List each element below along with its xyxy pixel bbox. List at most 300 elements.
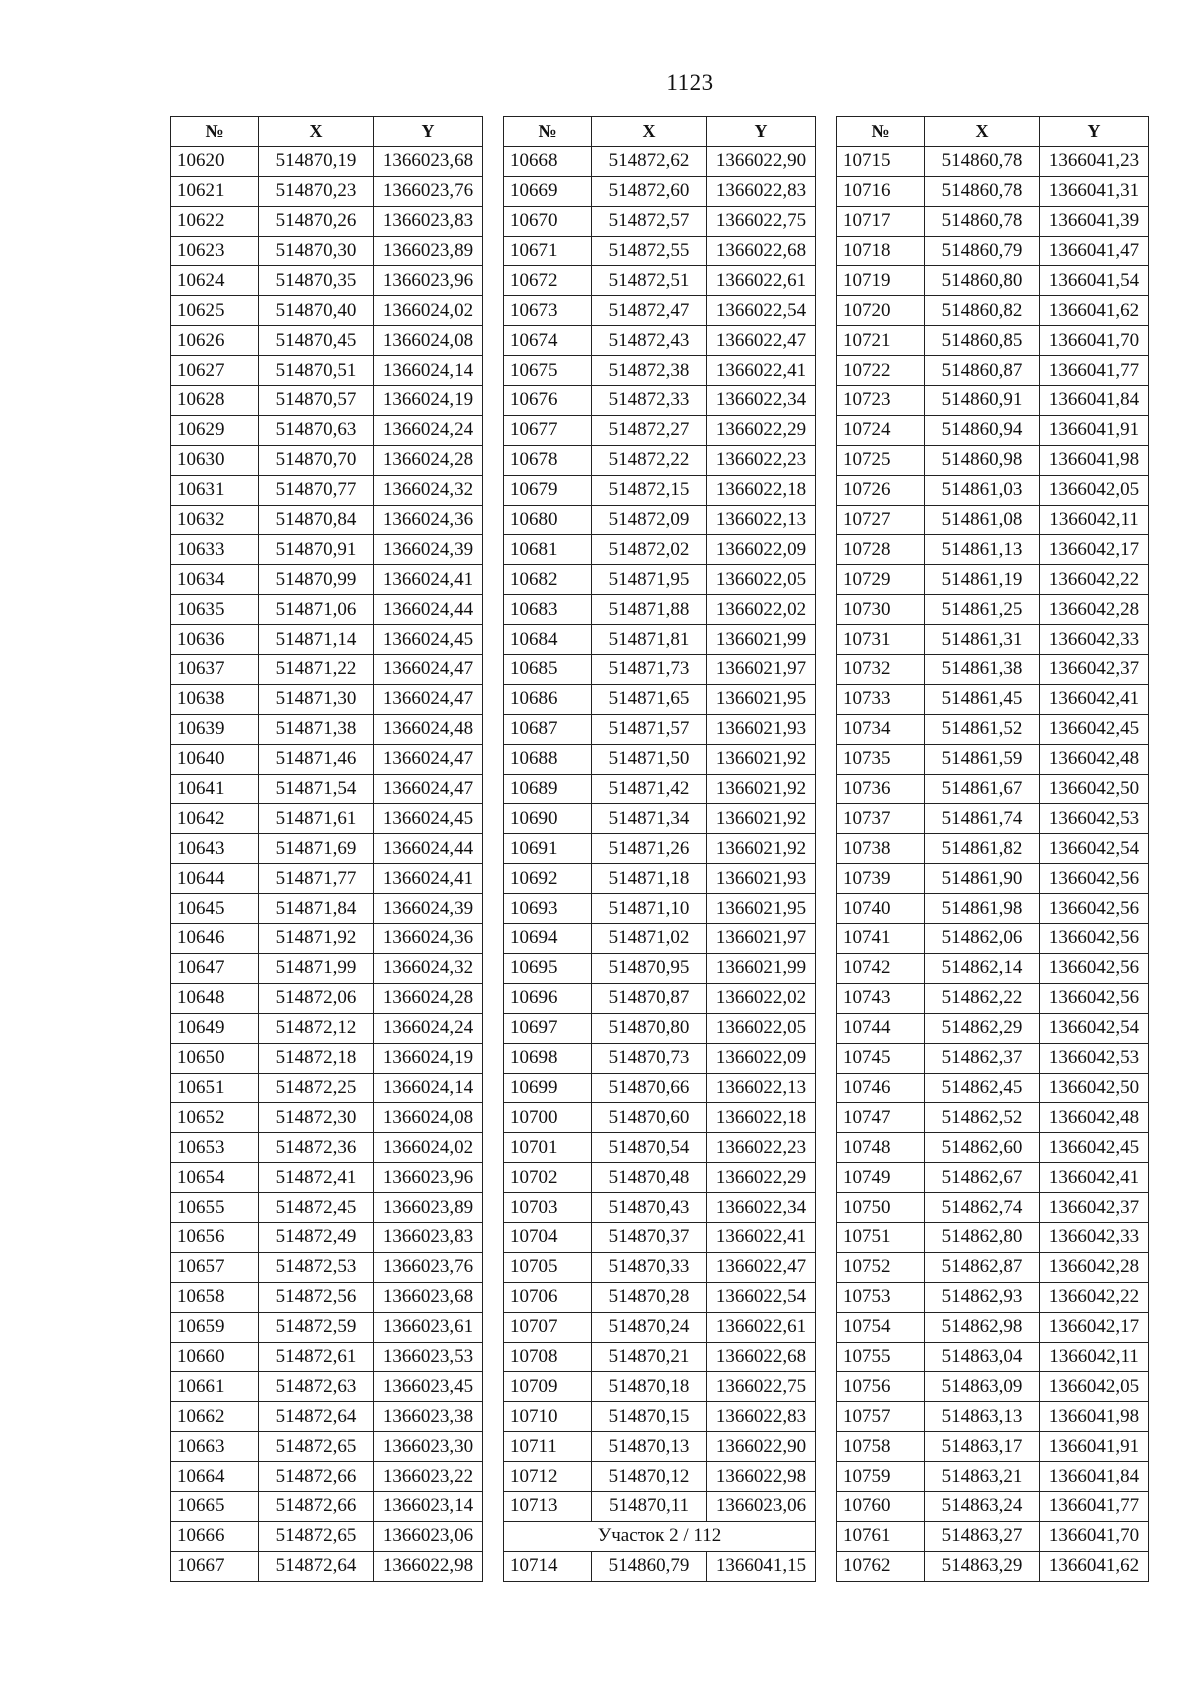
x-coordinate-cell: 514872,51 [592,266,707,296]
table-row [171,1432,483,1462]
x-coordinate-cell: 514870,40 [259,296,374,326]
point-number-cell: 10634 [171,565,259,595]
x-coordinate-cell: 514861,45 [925,684,1040,714]
table-row [837,1222,1149,1252]
point-number-cell: 10739 [837,864,925,894]
y-coordinate-cell: 1366042,48 [1040,744,1149,774]
table-row [504,1372,816,1402]
y-coordinate-cell: 1366022,13 [707,1073,816,1103]
y-coordinate-cell: 1366022,75 [707,1372,816,1402]
point-number-cell: 10709 [504,1372,592,1402]
x-coordinate-cell: 514870,19 [259,146,374,176]
x-coordinate-cell: 514870,11 [592,1491,707,1521]
x-coordinate-cell: 514870,48 [592,1163,707,1193]
y-coordinate-cell: 1366021,92 [707,744,816,774]
point-number-cell: 10747 [837,1103,925,1133]
y-coordinate-cell: 1366042,11 [1040,505,1149,535]
y-coordinate-cell: 1366022,34 [707,1193,816,1223]
table-row [504,326,816,356]
point-number-cell: 10660 [171,1342,259,1372]
table-row [837,1073,1149,1103]
table-row [171,714,483,744]
y-coordinate-cell: 1366024,45 [374,625,483,655]
y-coordinate-cell: 1366022,61 [707,266,816,296]
x-coordinate-cell: 514872,65 [259,1521,374,1551]
x-coordinate-cell: 514870,43 [592,1193,707,1223]
y-coordinate-cell: 1366041,62 [1040,296,1149,326]
point-number-cell: 10715 [837,146,925,176]
y-coordinate-cell: 1366042,22 [1040,1282,1149,1312]
x-coordinate-cell: 514871,54 [259,774,374,804]
point-number-cell: 10683 [504,595,592,625]
y-coordinate-cell: 1366021,92 [707,774,816,804]
table-row [837,1013,1149,1043]
point-number-cell: 10641 [171,774,259,804]
point-number-cell: 10637 [171,655,259,685]
table-row [504,625,816,655]
y-coordinate-cell: 1366022,83 [707,1402,816,1432]
x-coordinate-cell: 514860,87 [925,356,1040,386]
point-number-cell: 10729 [837,565,925,595]
x-coordinate-cell: 514860,79 [925,236,1040,266]
y-coordinate-cell: 1366021,92 [707,804,816,834]
y-coordinate-cell: 1366042,54 [1040,1013,1149,1043]
x-coordinate-cell: 514871,88 [592,595,707,625]
x-coordinate-cell: 514870,51 [259,356,374,386]
x-coordinate-cell: 514872,30 [259,1103,374,1133]
x-coordinate-cell: 514871,81 [592,625,707,655]
table-row [504,595,816,625]
header-x: X [925,117,1040,147]
y-coordinate-cell: 1366024,28 [374,445,483,475]
y-coordinate-cell: 1366042,45 [1040,714,1149,744]
point-number-cell: 10761 [837,1521,925,1551]
point-number-cell: 10644 [171,864,259,894]
y-coordinate-cell: 1366022,41 [707,1222,816,1252]
point-number-cell: 10694 [504,924,592,954]
table-row [837,296,1149,326]
x-coordinate-cell: 514861,08 [925,505,1040,535]
x-coordinate-cell: 514871,99 [259,953,374,983]
y-coordinate-cell: 1366041,47 [1040,236,1149,266]
point-number-cell: 10649 [171,1013,259,1043]
point-number-cell: 10753 [837,1282,925,1312]
point-number-cell: 10730 [837,595,925,625]
y-coordinate-cell: 1366022,68 [707,1342,816,1372]
y-coordinate-cell: 1366042,56 [1040,924,1149,954]
table-row [837,804,1149,834]
y-coordinate-cell: 1366022,02 [707,983,816,1013]
point-number-cell: 10735 [837,744,925,774]
y-coordinate-cell: 1366023,38 [374,1402,483,1432]
table-row [171,565,483,595]
point-number-cell: 10690 [504,804,592,834]
table-row [171,356,483,386]
point-number-cell: 10762 [837,1551,925,1581]
table-row [171,834,483,864]
table-row [171,1521,483,1551]
x-coordinate-cell: 514861,74 [925,804,1040,834]
x-coordinate-cell: 514872,64 [259,1402,374,1432]
x-coordinate-cell: 514863,17 [925,1432,1040,1462]
y-coordinate-cell: 1366022,18 [707,475,816,505]
x-coordinate-cell: 514872,59 [259,1312,374,1342]
table-row [504,386,816,416]
y-coordinate-cell: 1366023,83 [374,206,483,236]
y-coordinate-cell: 1366042,53 [1040,1043,1149,1073]
table-row [837,983,1149,1013]
y-coordinate-cell: 1366042,56 [1040,864,1149,894]
x-coordinate-cell: 514872,02 [592,535,707,565]
x-coordinate-cell: 514870,28 [592,1282,707,1312]
y-coordinate-cell: 1366041,91 [1040,415,1149,445]
point-number-cell: 10655 [171,1193,259,1223]
y-coordinate-cell: 1366042,56 [1040,953,1149,983]
x-coordinate-cell: 514872,66 [259,1491,374,1521]
x-coordinate-cell: 514863,24 [925,1491,1040,1521]
point-number-cell: 10632 [171,505,259,535]
x-coordinate-cell: 514870,33 [592,1252,707,1282]
y-coordinate-cell: 1366024,02 [374,1133,483,1163]
y-coordinate-cell: 1366024,24 [374,415,483,445]
coordinate-table-2 [503,116,816,1582]
x-coordinate-cell: 514862,37 [925,1043,1040,1073]
x-coordinate-cell: 514872,53 [259,1252,374,1282]
table-row [171,1163,483,1193]
point-number-cell: 10639 [171,714,259,744]
table-row [837,625,1149,655]
table-row [171,983,483,1013]
x-coordinate-cell: 514860,98 [925,445,1040,475]
x-coordinate-cell: 514872,09 [592,505,707,535]
table-row [171,1551,483,1581]
table-row [837,1103,1149,1133]
x-coordinate-cell: 514870,26 [259,206,374,236]
point-number-cell: 10675 [504,356,592,386]
table-row [171,445,483,475]
point-number-cell: 10733 [837,684,925,714]
x-coordinate-cell: 514872,57 [592,206,707,236]
table-row [171,595,483,625]
table-row [504,1252,816,1282]
x-coordinate-cell: 514861,98 [925,894,1040,924]
table-row [837,1163,1149,1193]
table-row [171,744,483,774]
y-coordinate-cell: 1366023,76 [374,176,483,206]
table-row [171,1312,483,1342]
y-coordinate-cell: 1366042,28 [1040,1252,1149,1282]
point-number-cell: 10654 [171,1163,259,1193]
x-coordinate-cell: 514870,63 [259,415,374,445]
x-coordinate-cell: 514861,67 [925,774,1040,804]
x-coordinate-cell: 514872,12 [259,1013,374,1043]
point-number-cell: 10745 [837,1043,925,1073]
x-coordinate-cell: 514872,18 [259,1043,374,1073]
x-coordinate-cell: 514872,06 [259,983,374,1013]
table-row [837,386,1149,416]
point-number-cell: 10666 [171,1521,259,1551]
point-number-cell: 10676 [504,386,592,416]
x-coordinate-cell: 514872,41 [259,1163,374,1193]
y-coordinate-cell: 1366021,97 [707,924,816,954]
y-coordinate-cell: 1366042,33 [1040,1222,1149,1252]
table-row [171,1342,483,1372]
point-number-cell: 10681 [504,535,592,565]
y-coordinate-cell: 1366023,45 [374,1372,483,1402]
table-row [837,924,1149,954]
point-number-cell: 10748 [837,1133,925,1163]
point-number-cell: 10677 [504,415,592,445]
y-coordinate-cell: 1366041,77 [1040,356,1149,386]
table-row [837,565,1149,595]
header-number: № [504,117,592,147]
table-row [837,146,1149,176]
point-number-cell: 10699 [504,1073,592,1103]
table-row [171,386,483,416]
x-coordinate-cell: 514870,77 [259,475,374,505]
x-coordinate-cell: 514870,35 [259,266,374,296]
y-coordinate-cell: 1366024,08 [374,326,483,356]
point-number-cell: 10725 [837,445,925,475]
point-number-cell: 10633 [171,535,259,565]
table-row [837,1491,1149,1521]
y-coordinate-cell: 1366023,30 [374,1432,483,1462]
point-number-cell: 10651 [171,1073,259,1103]
point-number-cell: 10704 [504,1222,592,1252]
point-number-cell: 10703 [504,1193,592,1223]
point-number-cell: 10687 [504,714,592,744]
x-coordinate-cell: 514872,33 [592,386,707,416]
y-coordinate-cell: 1366023,89 [374,236,483,266]
y-coordinate-cell: 1366021,95 [707,894,816,924]
x-coordinate-cell: 514872,25 [259,1073,374,1103]
x-coordinate-cell: 514862,93 [925,1282,1040,1312]
x-coordinate-cell: 514871,34 [592,804,707,834]
y-coordinate-cell: 1366042,11 [1040,1342,1149,1372]
table-row [171,804,483,834]
point-number-cell: 10620 [171,146,259,176]
point-number-cell: 10758 [837,1432,925,1462]
y-coordinate-cell: 1366041,98 [1040,445,1149,475]
x-coordinate-cell: 514870,87 [592,983,707,1013]
x-coordinate-cell: 514870,99 [259,565,374,595]
x-coordinate-cell: 514871,42 [592,774,707,804]
y-coordinate-cell: 1366023,83 [374,1222,483,1252]
table-row [171,236,483,266]
table-row [837,1043,1149,1073]
y-coordinate-cell: 1366042,50 [1040,1073,1149,1103]
y-coordinate-cell: 1366042,28 [1040,595,1149,625]
table-row [837,684,1149,714]
y-coordinate-cell: 1366022,23 [707,445,816,475]
y-coordinate-cell: 1366022,23 [707,1133,816,1163]
table-row [837,356,1149,386]
table-row [171,475,483,505]
table-header-row [504,117,816,147]
table-row [837,834,1149,864]
x-coordinate-cell: 514872,64 [259,1551,374,1581]
y-coordinate-cell: 1366042,50 [1040,774,1149,804]
x-coordinate-cell: 514862,22 [925,983,1040,1013]
point-number-cell: 10638 [171,684,259,714]
x-coordinate-cell: 514870,12 [592,1462,707,1492]
point-number-cell: 10707 [504,1312,592,1342]
table-row [504,744,816,774]
x-coordinate-cell: 514872,49 [259,1222,374,1252]
point-number-cell: 10646 [171,924,259,954]
point-number-cell: 10714 [504,1551,592,1581]
table-row [504,1402,816,1432]
y-coordinate-cell: 1366022,09 [707,535,816,565]
table-row [504,206,816,236]
table-row [837,236,1149,266]
point-number-cell: 10752 [837,1252,925,1282]
x-coordinate-cell: 514870,95 [592,953,707,983]
x-coordinate-cell: 514861,38 [925,655,1040,685]
table-row [504,1103,816,1133]
point-number-cell: 10716 [837,176,925,206]
point-number-cell: 10625 [171,296,259,326]
point-number-cell: 10673 [504,296,592,326]
table-row [837,445,1149,475]
y-coordinate-cell: 1366022,29 [707,415,816,445]
y-coordinate-cell: 1366042,54 [1040,834,1149,864]
point-number-cell: 10741 [837,924,925,954]
point-number-cell: 10622 [171,206,259,236]
y-coordinate-cell: 1366023,89 [374,1193,483,1223]
table-row [171,176,483,206]
table-row [504,356,816,386]
table-row [837,655,1149,685]
point-number-cell: 10686 [504,684,592,714]
y-coordinate-cell: 1366024,39 [374,535,483,565]
point-number-cell: 10636 [171,625,259,655]
y-coordinate-cell: 1366023,61 [374,1312,483,1342]
point-number-cell: 10696 [504,983,592,1013]
y-coordinate-cell: 1366023,14 [374,1491,483,1521]
table-row [171,1133,483,1163]
header-y: Y [374,117,483,147]
table-row [837,744,1149,774]
x-coordinate-cell: 514872,66 [259,1462,374,1492]
y-coordinate-cell: 1366041,70 [1040,326,1149,356]
x-coordinate-cell: 514870,70 [259,445,374,475]
point-number-cell: 10662 [171,1402,259,1432]
point-number-cell: 10695 [504,953,592,983]
x-coordinate-cell: 514872,56 [259,1282,374,1312]
point-number-cell: 10645 [171,894,259,924]
table-row [504,924,816,954]
point-number-cell: 10661 [171,1372,259,1402]
point-number-cell: 10754 [837,1312,925,1342]
y-coordinate-cell: 1366042,05 [1040,1372,1149,1402]
table-row [171,1043,483,1073]
table-row [837,1551,1149,1581]
x-coordinate-cell: 514872,15 [592,475,707,505]
point-number-cell: 10701 [504,1133,592,1163]
x-coordinate-cell: 514871,22 [259,655,374,685]
y-coordinate-cell: 1366042,22 [1040,565,1149,595]
point-number-cell: 10680 [504,505,592,535]
table-row [504,1551,816,1581]
y-coordinate-cell: 1366024,44 [374,595,483,625]
y-coordinate-cell: 1366024,19 [374,1043,483,1073]
table-row [504,1282,816,1312]
table-row [171,146,483,176]
x-coordinate-cell: 514871,95 [592,565,707,595]
point-number-cell: 10720 [837,296,925,326]
table-row [504,415,816,445]
x-coordinate-cell: 514870,45 [259,326,374,356]
point-number-cell: 10693 [504,894,592,924]
x-coordinate-cell: 514872,63 [259,1372,374,1402]
point-number-cell: 10698 [504,1043,592,1073]
point-number-cell: 10670 [504,206,592,236]
x-coordinate-cell: 514870,13 [592,1432,707,1462]
x-coordinate-cell: 514862,67 [925,1163,1040,1193]
table-row [837,1193,1149,1223]
x-coordinate-cell: 514870,37 [592,1222,707,1252]
x-coordinate-cell: 514863,21 [925,1462,1040,1492]
y-coordinate-cell: 1366024,39 [374,894,483,924]
y-coordinate-cell: 1366024,47 [374,655,483,685]
point-number-cell: 10756 [837,1372,925,1402]
y-coordinate-cell: 1366022,68 [707,236,816,266]
point-number-cell: 10713 [504,1491,592,1521]
y-coordinate-cell: 1366022,98 [374,1551,483,1581]
x-coordinate-cell: 514870,24 [592,1312,707,1342]
point-number-cell: 10719 [837,266,925,296]
table-row [504,655,816,685]
point-number-cell: 10648 [171,983,259,1013]
table-row [504,774,816,804]
y-coordinate-cell: 1366022,90 [707,1432,816,1462]
x-coordinate-cell: 514862,87 [925,1252,1040,1282]
point-number-cell: 10647 [171,953,259,983]
section-label: Участок 2 / 112 [504,1521,816,1551]
x-coordinate-cell: 514872,36 [259,1133,374,1163]
table-row [504,983,816,1013]
table-row [837,1252,1149,1282]
x-coordinate-cell: 514871,02 [592,924,707,954]
table-row [171,1282,483,1312]
point-number-cell: 10722 [837,356,925,386]
x-coordinate-cell: 514871,30 [259,684,374,714]
point-number-cell: 10706 [504,1282,592,1312]
y-coordinate-cell: 1366024,14 [374,1073,483,1103]
table-row [171,206,483,236]
x-coordinate-cell: 514863,27 [925,1521,1040,1551]
x-coordinate-cell: 514870,80 [592,1013,707,1043]
y-coordinate-cell: 1366023,68 [374,146,483,176]
y-coordinate-cell: 1366041,62 [1040,1551,1149,1581]
x-coordinate-cell: 514870,84 [259,505,374,535]
table-row [837,206,1149,236]
y-coordinate-cell: 1366024,47 [374,774,483,804]
y-coordinate-cell: 1366042,56 [1040,894,1149,924]
point-number-cell: 10744 [837,1013,925,1043]
y-coordinate-cell: 1366024,32 [374,953,483,983]
table-row [171,1103,483,1133]
table-row [504,834,816,864]
x-coordinate-cell: 514862,60 [925,1133,1040,1163]
y-coordinate-cell: 1366023,76 [374,1252,483,1282]
y-coordinate-cell: 1366023,06 [374,1521,483,1551]
y-coordinate-cell: 1366022,18 [707,1103,816,1133]
point-number-cell: 10685 [504,655,592,685]
point-number-cell: 10751 [837,1222,925,1252]
x-coordinate-cell: 514870,15 [592,1402,707,1432]
